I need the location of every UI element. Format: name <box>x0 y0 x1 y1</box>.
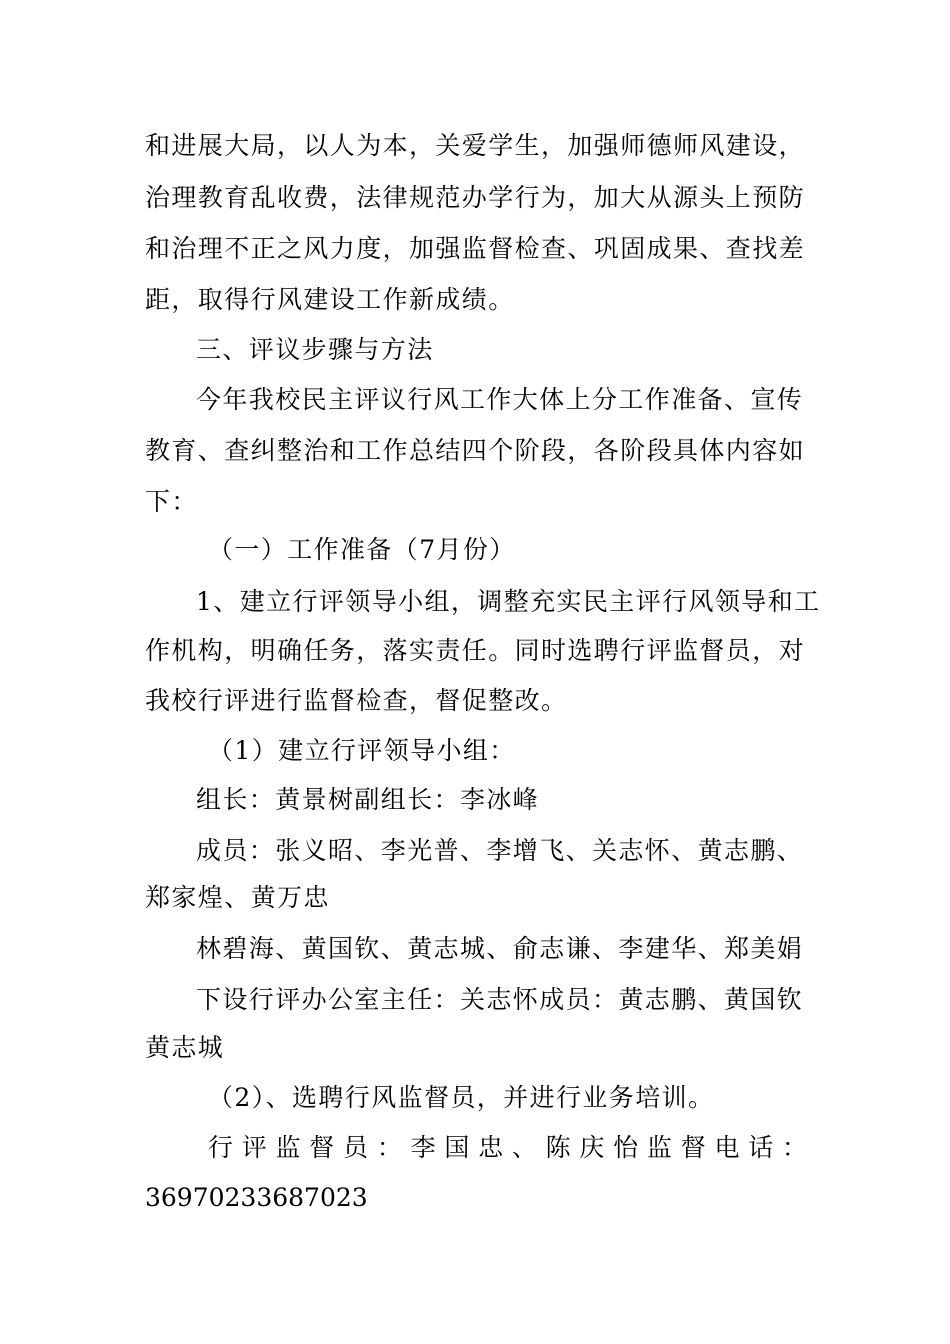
list-heading: （2）、选聘行风监督员，并进行业务培训。 <box>208 1083 715 1112</box>
paragraph-line: 林碧海、黄国钦、黄志城、俞志谦、李建华、郑美娟 <box>196 934 804 963</box>
paragraph-line: 下设行评办公室主任：关志怀成员：黄志鹏、黄国钦 <box>196 985 804 1014</box>
paragraph-line: 我校行评进行监督检查，督促整改。 <box>145 686 568 715</box>
subsection-heading: （一）工作准备（7月份） <box>208 535 516 564</box>
phone-number: 36970233687023 <box>145 1183 368 1212</box>
section-heading: 三、评议步骤与方法 <box>196 335 434 364</box>
paragraph-line: 行评监督员：李国忠、陈庆怡监督电话： <box>208 1133 807 1162</box>
paragraph-line: 作机构，明确任务，落实责任。同时选聘行评监督员，对 <box>145 636 806 665</box>
paragraph-line: 教育、查纠整治和工作总结四个阶段，各阶段具体内容如 <box>145 436 806 465</box>
paragraph-line: 郑家煌、黄万忠 <box>145 883 330 912</box>
paragraph-line: 黄志城 <box>145 1033 225 1062</box>
paragraph-line: 和治理不正之风力度，加强监督检查、巩固成果、查找差 <box>145 234 806 263</box>
paragraph-line: 治理教育乱收费，法律规范办学行为，加大从源头上预防 <box>145 183 806 212</box>
paragraph-line: 下： <box>145 487 198 516</box>
list-heading: （1）建立行评领导小组： <box>208 736 516 765</box>
paragraph-line: 距，取得行风建设工作新成绩。 <box>145 285 515 314</box>
paragraph-line: 今年我校民主评议行风工作大体上分工作准备、宣传 <box>196 385 804 414</box>
paragraph-line: 组长：黄景树副组长：李冰峰 <box>196 785 540 814</box>
paragraph-line: 和进展大局，以人为本，关爱学生，加强师德师风建设， <box>145 131 806 160</box>
paragraph-line: 成员：张义昭、李光普、李增飞、关志怀、黄志鹏、 <box>196 836 804 865</box>
paragraph-line: 1、建立行评领导小组，调整充实民主评行风领导和工 <box>196 587 821 616</box>
